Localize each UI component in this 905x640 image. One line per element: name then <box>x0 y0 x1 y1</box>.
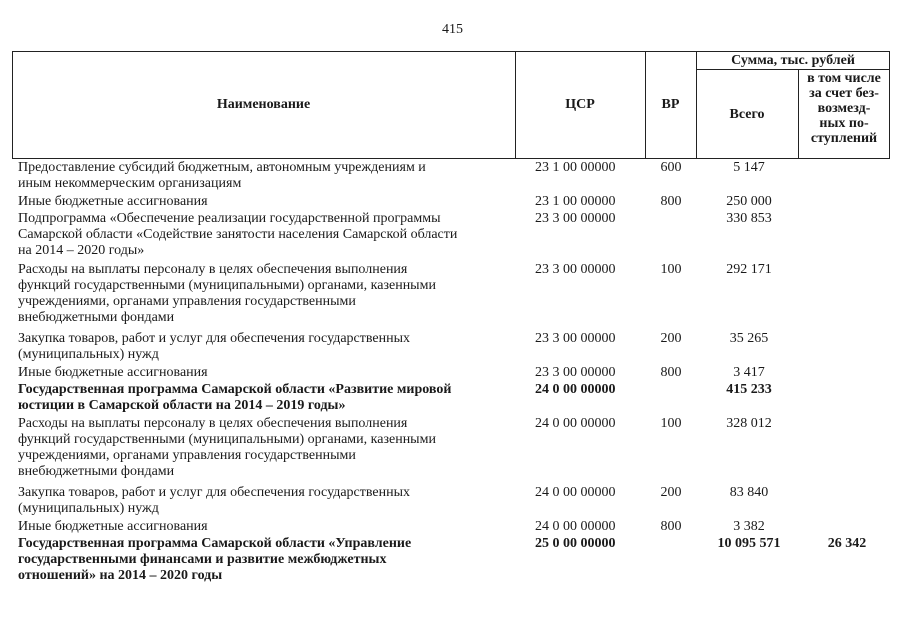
row-csr: 24 0 00 00000 <box>535 485 616 500</box>
row-name-line: функций государственными (муниципальными) органами, казенными <box>18 432 436 447</box>
row-name-line: функций государственными (муниципальными) органами, казенными <box>18 278 436 293</box>
row-vr: 200 <box>660 331 682 346</box>
row-name-line: внебюджетными фондами <box>18 464 175 479</box>
row-csr: 23 3 00 00000 <box>535 211 616 226</box>
row-vr: 600 <box>660 160 682 175</box>
row-name-line: Закупка товаров, работ и услуг для обеспечения государственных <box>18 331 411 346</box>
row-name <box>18 160 508 192</box>
row-total: 415 233 <box>726 382 772 397</box>
row-total: 250 000 <box>726 194 772 209</box>
row-name <box>18 211 508 259</box>
row-name-line: Расходы на выплаты персоналу в целях обеспечения выполнения <box>18 416 408 431</box>
row-csr: 23 3 00 00000 <box>535 331 616 346</box>
header-vr: ВР <box>661 97 680 112</box>
row-name <box>18 262 508 326</box>
row-csr: 23 3 00 00000 <box>535 262 616 277</box>
header-bottom-border <box>12 158 890 159</box>
page-number: 415 <box>442 22 463 37</box>
row-name-line: учреждениями, органами управления государственными <box>18 294 356 309</box>
row-name <box>18 331 508 363</box>
row-csr: 24 0 00 00000 <box>535 382 616 397</box>
row-name <box>18 519 508 535</box>
row-total: 3 417 <box>733 365 765 380</box>
header-sum-divider <box>696 69 890 70</box>
header-free-line: возмезд- <box>817 101 871 116</box>
row-name-line: (муниципальных) нужд <box>18 501 159 516</box>
header-total: Всего <box>729 107 765 122</box>
row-vr: 800 <box>660 519 682 534</box>
row-total: 292 171 <box>726 262 772 277</box>
row-csr: 24 0 00 00000 <box>535 416 616 431</box>
row-total: 10 095 571 <box>717 536 781 551</box>
row-name <box>18 382 508 414</box>
row-name-line: Закупка товаров, работ и услуг для обеспечения государственных <box>18 485 411 500</box>
row-vr: 100 <box>660 262 682 277</box>
table-header <box>12 51 890 159</box>
row-name-line: Самарской области «Содействие занятости населения Самарской области <box>18 227 458 242</box>
header-free-line: ных по- <box>819 116 869 131</box>
row-name-line: юстиции в Самарской области на 2014 – 2019 годы» <box>18 398 346 413</box>
row-csr: 24 0 00 00000 <box>535 519 616 534</box>
row-vr: 200 <box>660 485 682 500</box>
header-free <box>798 71 890 146</box>
row-name-line: учреждениями, органами управления государственными <box>18 448 356 463</box>
row-name-line: внебюджетными фондами <box>18 310 175 325</box>
row-total: 35 265 <box>729 331 769 346</box>
row-total: 83 840 <box>729 485 769 500</box>
row-csr: 23 3 00 00000 <box>535 365 616 380</box>
row-name <box>18 536 508 584</box>
row-name-line: государственными финансами и развитие межбюджетных <box>18 552 387 567</box>
row-total: 328 012 <box>726 416 772 431</box>
row-name-line: отношений» на 2014 – 2020 годы <box>18 568 223 583</box>
row-csr: 23 1 00 00000 <box>535 194 616 209</box>
row-total: 3 382 <box>733 519 765 534</box>
row-name-line: Иные бюджетные ассигнования <box>18 194 208 209</box>
row-name <box>18 194 508 210</box>
header-free-line: ступлений <box>810 131 878 146</box>
row-name-line: Государственная программа Самарской области «Развитие мировой <box>18 382 452 397</box>
row-name-line: на 2014 – 2020 годы» <box>18 243 145 258</box>
header-top-border <box>12 51 890 52</box>
row-vr: 100 <box>660 416 682 431</box>
row-name-line: иным некоммерческим организациям <box>18 176 242 191</box>
row-name-line: Подпрограмма «Обеспечение реализации государственной программы <box>18 211 441 226</box>
header-free-line: за счет без- <box>809 86 879 101</box>
row-vr: 800 <box>660 194 682 209</box>
row-free: 26 342 <box>827 536 867 551</box>
row-name <box>18 485 508 517</box>
row-name-line: Предоставление субсидий бюджетным, автономным учреждениям и <box>18 160 426 175</box>
row-name-line: Расходы на выплаты персоналу в целях обеспечения выполнения <box>18 262 408 277</box>
row-name <box>18 416 508 480</box>
row-csr: 23 1 00 00000 <box>535 160 616 175</box>
row-vr: 800 <box>660 365 682 380</box>
row-name-line: Иные бюджетные ассигнования <box>18 365 208 380</box>
row-csr: 25 0 00 00000 <box>535 536 616 551</box>
header-name: Наименование <box>216 97 311 112</box>
row-name <box>18 365 508 381</box>
row-name-line: (муниципальных) нужд <box>18 347 159 362</box>
row-name-line: Иные бюджетные ассигнования <box>18 519 208 534</box>
row-total: 5 147 <box>733 160 765 175</box>
row-total: 330 853 <box>726 211 772 226</box>
header-sum-group: Сумма, тыс. рублей <box>731 53 855 68</box>
header-free-line: в том числе <box>807 71 881 86</box>
row-name-line: Государственная программа Самарской области «Управление <box>18 536 412 551</box>
header-csr: ЦСР <box>565 97 595 112</box>
